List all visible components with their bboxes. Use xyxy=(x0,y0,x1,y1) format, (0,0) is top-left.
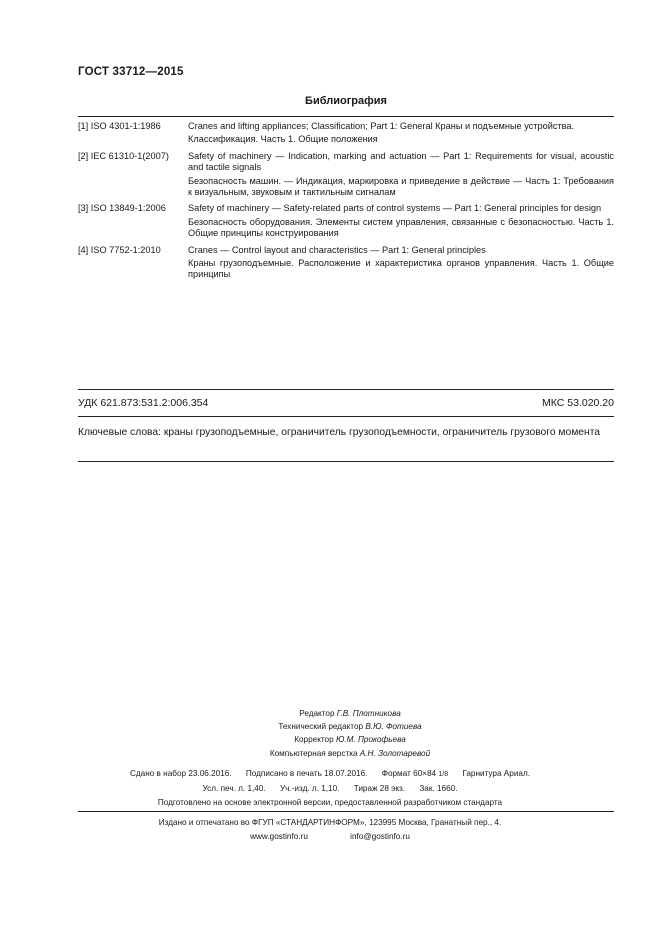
bibliography-title: Библиография xyxy=(305,95,387,107)
publisher-line: Издано и отпечатано во ФГУП «СТАНДАРТИНФОРМ», 123995 Москва, Гранатный пер., 4. xyxy=(158,818,502,827)
email-link[interactable]: info@gostinfo.ru xyxy=(350,832,410,841)
order-number: Зак. 1660. xyxy=(419,784,458,793)
credit-role: Компьютерная верстка xyxy=(269,748,358,758)
credit-name: В.Ю. Фотиева xyxy=(365,722,422,732)
bibliography-list xyxy=(78,121,614,286)
pub-sheets: Уч.-изд. л. 1,10. xyxy=(279,784,340,793)
entry-reference: [4] ISO 7752-1:2010 xyxy=(78,244,161,255)
bibliography-entry-4 xyxy=(78,245,614,281)
signed-date: Подписано в печать 18.07.2016. xyxy=(245,769,368,778)
imprint-line-1 xyxy=(100,767,560,782)
format-spec: Формат 60×84 1/8 xyxy=(381,769,449,778)
entry-reference: [2] IEC 61310-1(2007) xyxy=(78,150,169,161)
circulation: Тираж 28 экз. xyxy=(353,784,406,793)
website-link[interactable]: www.gostinfo.ru xyxy=(250,832,308,841)
entry-line: Safety of machinery — Safety-related parts of control systems — Part 1: General principles for design xyxy=(188,203,602,214)
entry-line: Краны грузоподъемные. Расположение и характеристика органов управления. Часть 1. Общие принципы xyxy=(188,258,614,280)
entry-line: Cranes and lifting appliances; Classification; Part 1: General Краны и подъемные устройства. xyxy=(188,121,575,131)
udk-code: УДК 621.873:531.2:006.354 xyxy=(78,397,209,409)
entry-line: Cranes — Control layout and characteristics — Part 1: General principles xyxy=(188,244,486,255)
entry-line: Safety of machinery — Indication, marking and actuation — Part 1: Requirements for visual, acoustic and tactile signals xyxy=(188,150,614,173)
credit-role: Технический редактор xyxy=(278,722,364,732)
credit-tech-editor xyxy=(200,720,500,733)
typeface: Гарнитура Ариал. xyxy=(462,769,531,778)
publisher-top-rule xyxy=(78,811,614,812)
imprint-prepared: Подготовлено на основе электронной версии, предоставленной разработчиком стандарта xyxy=(157,798,503,807)
mks-code: МКС 53.020.20 xyxy=(542,397,614,409)
bibliography-entry-3 xyxy=(78,203,614,239)
publisher-block xyxy=(100,816,560,844)
bibliography-entry-1 xyxy=(78,121,614,146)
print-sheets: Усл. печ. л. 1,40. xyxy=(202,784,266,793)
credit-proofreader xyxy=(200,733,500,746)
bibliography-top-rule xyxy=(78,116,614,117)
entry-line: Безопасность оборудования. Элементы систем управления, связанные с безопасностью. Часть 1. Общие принципы конструирования xyxy=(188,216,614,239)
entry-line: Безопасность машин. — Индикация, маркировка и приведение в действие — Часть 1: Требования к визуальным, звуковым и тактильным сигналам xyxy=(188,175,614,198)
publisher-contacts xyxy=(100,830,560,844)
credit-editor xyxy=(200,707,500,720)
credit-name: Г.В. Плотникова xyxy=(336,709,401,718)
entry-reference: [3] ISO 13849-1:2006 xyxy=(78,203,166,214)
document-code: ГОСТ 33712—2015 xyxy=(78,66,184,78)
credit-role: Корректор xyxy=(294,735,334,745)
credit-layout xyxy=(200,747,500,760)
entry-line: Классификация. Часть 1. Общие положения xyxy=(188,134,378,145)
submitted-date: Сдано в набор 23.06.2016. xyxy=(129,769,232,778)
credit-name: А.Н. Золотаревой xyxy=(359,748,431,758)
imprint-block xyxy=(100,767,560,810)
entry-reference: [1] ISO 4301-1:1986 xyxy=(78,121,161,131)
bibliography-entry-2 xyxy=(78,151,614,199)
imprint-line-2 xyxy=(100,782,560,796)
credits-block xyxy=(200,707,500,760)
classification-bottom-rule xyxy=(78,416,614,417)
credit-role: Редактор xyxy=(299,709,335,718)
keywords-bottom-rule xyxy=(78,461,614,462)
classification-top-rule xyxy=(78,389,614,390)
credit-name: Ю.М. Прокофьева xyxy=(335,735,406,745)
keywords-text: Ключевые слова: краны грузоподъемные, ограничитель грузоподъемности, ограничитель грузового момента xyxy=(78,427,601,438)
